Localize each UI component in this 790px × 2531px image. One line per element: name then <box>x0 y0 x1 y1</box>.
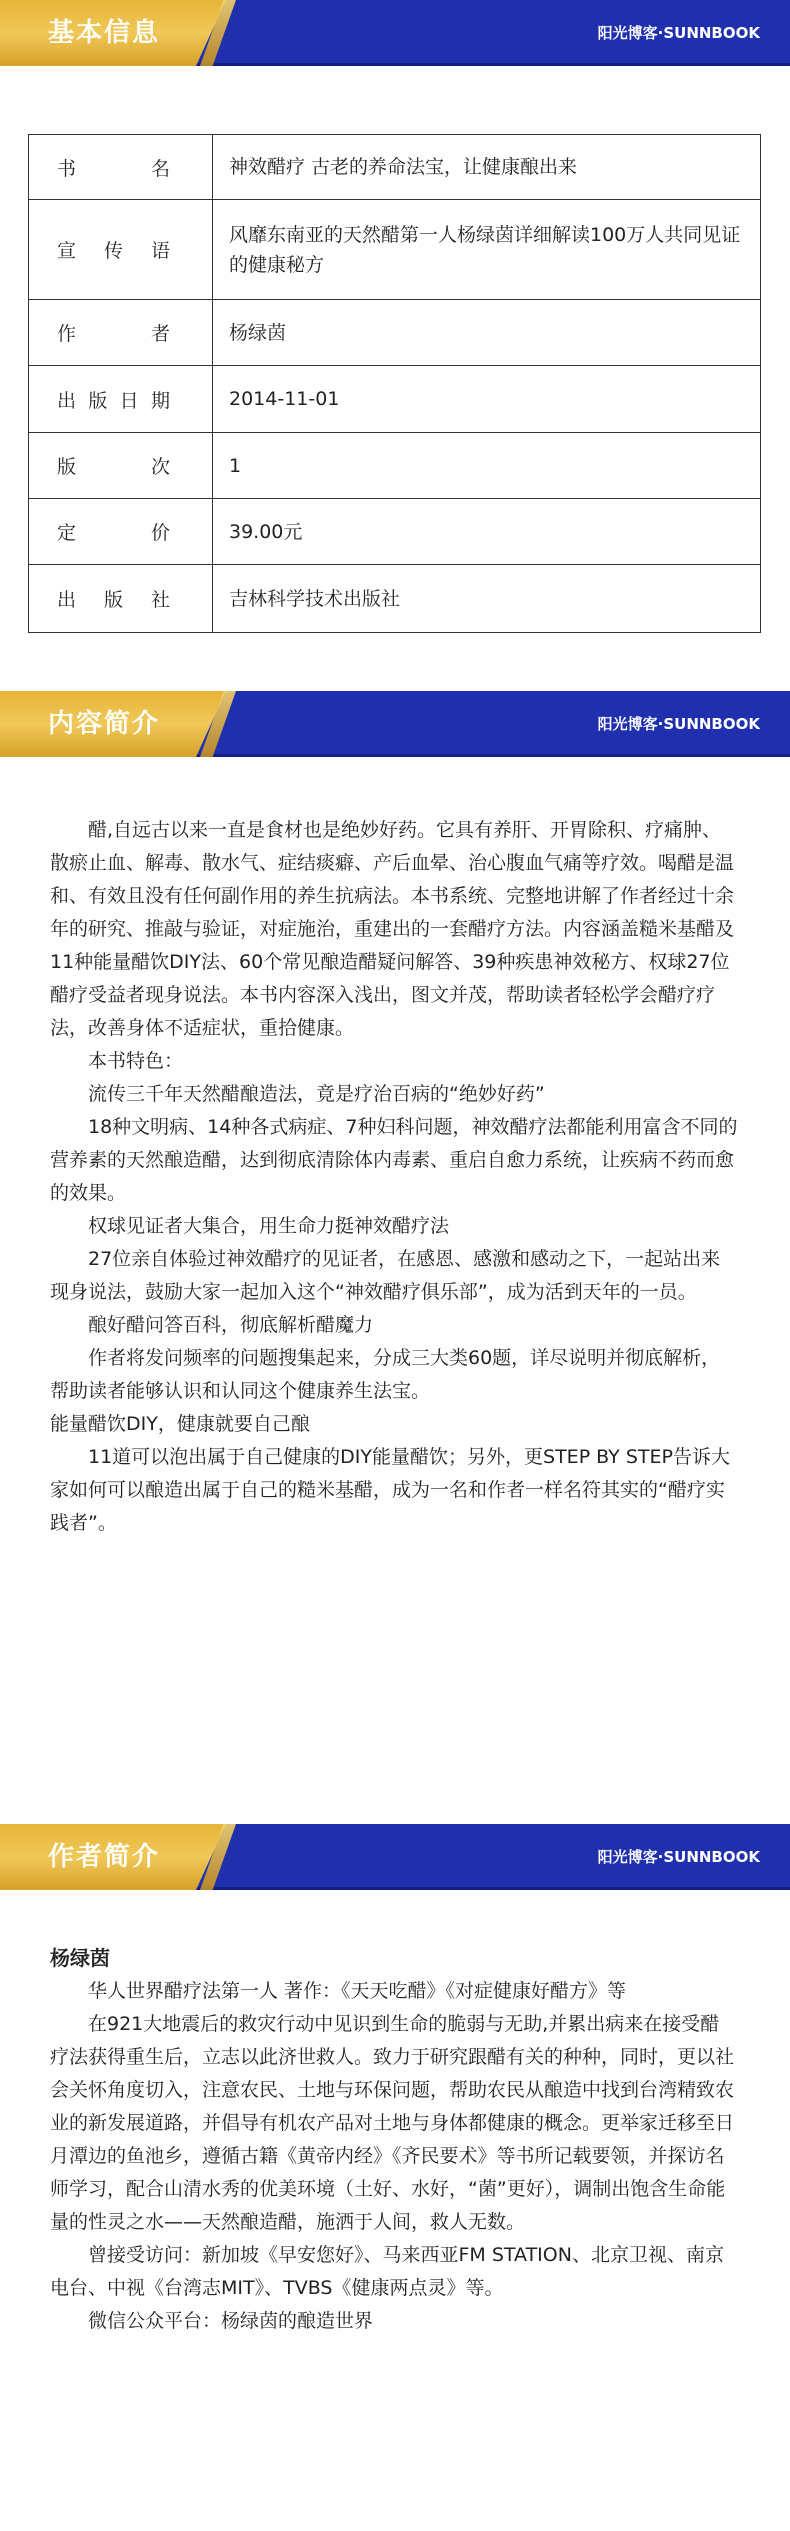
table-row <box>29 200 761 300</box>
section-banner-author <box>0 1824 790 1890</box>
row-label: 定价 <box>29 499 213 565</box>
intro-paragraph: 作者将发问频率的问题搜集起来，分成三大类60题，详尽说明并彻底解析，帮助读者能够认识和认同这个健康养生法宝。 <box>50 1347 721 1402</box>
author-paragraph: 华人世界醋疗法第一人 著作：《天天吃醋》《对症健康好醋方》等 <box>88 1980 627 2002</box>
row-value: 1 <box>213 433 761 499</box>
section-banner-intro <box>0 691 790 757</box>
row-value: 39.00元 <box>213 499 761 565</box>
row-value: 2014-11-01 <box>213 366 761 433</box>
table-row <box>29 135 761 200</box>
author-paragraph: 曾接受访问：新加坡《早安您好》、马来西亚FM STATION、北京卫视、南京电台、中视《台湾志MIT》、TVBS《健康两点灵》等。 <box>50 2244 724 2299</box>
author-body <box>50 1942 738 2338</box>
brand-label: 阳光博客·SUNNBOOK <box>597 1848 760 1866</box>
table-row <box>29 565 761 633</box>
intro-paragraph: 11道可以泡出属于自己健康的DIY能量醋饮；另外，更STEP BY STEP告诉大家如何可以酿造出属于自己的糙米基醋，成为一名和作者一样名符其实的“醋疗实践者”。 <box>50 1446 730 1534</box>
book-info-table <box>28 134 761 633</box>
intro-paragraph: 本书特色： <box>88 1050 184 1072</box>
row-label: 版次 <box>29 433 213 499</box>
row-value: 吉林科学技术出版社 <box>213 565 761 633</box>
row-value: 神效醋疗 古老的养命法宝，让健康酿出来 <box>213 135 761 200</box>
row-value: 杨绿茵 <box>213 300 761 366</box>
intro-body <box>50 814 738 1540</box>
brand-label: 阳光博客·SUNNBOOK <box>597 24 760 42</box>
intro-paragraph: 醋,自远古以来一直是食材也是绝妙好药。它具有养肝、开胃除积、疗痛肿、散瘀止血、解毒、散水气、症结痰癖、产后血晕、治心腹血气痛等疗效。喝醋是温和、有效且没有任何副作用的养生抗病法。本书系统、完整地讲解了作者经过十余年的研究、推敲与验证，对症施治，重建出的一套醋疗方法。内容涵盖糙米基醋及11种能量醋饮DIY法、60个常见酿造醋疑问解答、39种疾患神效秘方、权球27位醋疗受益者现身说法。本书内容深入浅出，图文并茂，帮助读者轻松学会醋疗疗法，改善身体不适症状，重拾健康。 <box>50 819 735 1039</box>
table-row <box>29 499 761 565</box>
table-row <box>29 300 761 366</box>
intro-paragraph: 18种文明病、14种各式病症、7种妇科问题，神效醋疗法都能利用富含不同的营养素的天然酿造醋，达到彻底清除体内毒素、重启自愈力系统，让疾病不药而愈的效果。 <box>50 1116 738 1204</box>
table-row <box>29 433 761 499</box>
row-label: 宣传语 <box>29 200 213 300</box>
author-paragraph: 微信公众平台：杨绿茵的酿造世界 <box>88 2310 374 2332</box>
intro-paragraph: 流传三千年天然醋酿造法，竟是疗治百病的“绝妙好药” <box>88 1083 545 1105</box>
intro-paragraph: 27位亲自体验过神效醋疗的见证者，在感恩、感激和感动之下，一起站出来现身说法，鼓励大家一起加入这个“神效醋疗俱乐部”，成为活到天年的一员。 <box>50 1248 721 1303</box>
section-title: 内容简介 <box>48 709 161 739</box>
intro-paragraph: 能量醋饮DIY，健康就要自己酿 <box>50 1413 310 1435</box>
section-title: 作者简介 <box>48 1842 161 1872</box>
row-label: 书名 <box>29 135 213 200</box>
author-name: 杨绿茵 <box>50 1946 110 1970</box>
author-paragraph: 在921大地震后的救灾行动中见识到生命的脆弱与无助,并累出病来在接受醋疗法获得重生后，立志以此济世救人。致力于研究跟醋有关的种种，同时，更以社会关怀角度切入，注意农民、土地与环保问题，帮助农民从酿造中找到台湾精致农业的新发展道路，并倡导有机农产品对土地与身体都健康的概念。更举家迁移至日月潭边的鱼池乡，遵循古籍《黄帝内经》《齐民要术》等书所记载要领，并探访名师学习，配合山清水秀的优美环境（土好、水好，“菌”更好），调制出饱含生命能量的性灵之水——天然酿造醋，施洒于人间，救人无数。 <box>50 2013 735 2233</box>
row-label: 出版社 <box>29 565 213 633</box>
row-label: 出版日期 <box>29 366 213 433</box>
row-label: 作者 <box>29 300 213 366</box>
section-title: 基本信息 <box>48 18 161 48</box>
row-value: 风靡东南亚的天然醋第一人杨绿茵详细解读100万人共同见证的健康秘方 <box>213 200 761 300</box>
table-row <box>29 366 761 433</box>
brand-label: 阳光博客·SUNNBOOK <box>597 715 760 733</box>
section-banner-basic-info <box>0 0 790 66</box>
intro-paragraph: 权球见证者大集合，用生命力挺神效醋疗法 <box>88 1215 450 1237</box>
intro-paragraph: 酿好醋问答百科，彻底解析醋魔力 <box>88 1314 374 1336</box>
